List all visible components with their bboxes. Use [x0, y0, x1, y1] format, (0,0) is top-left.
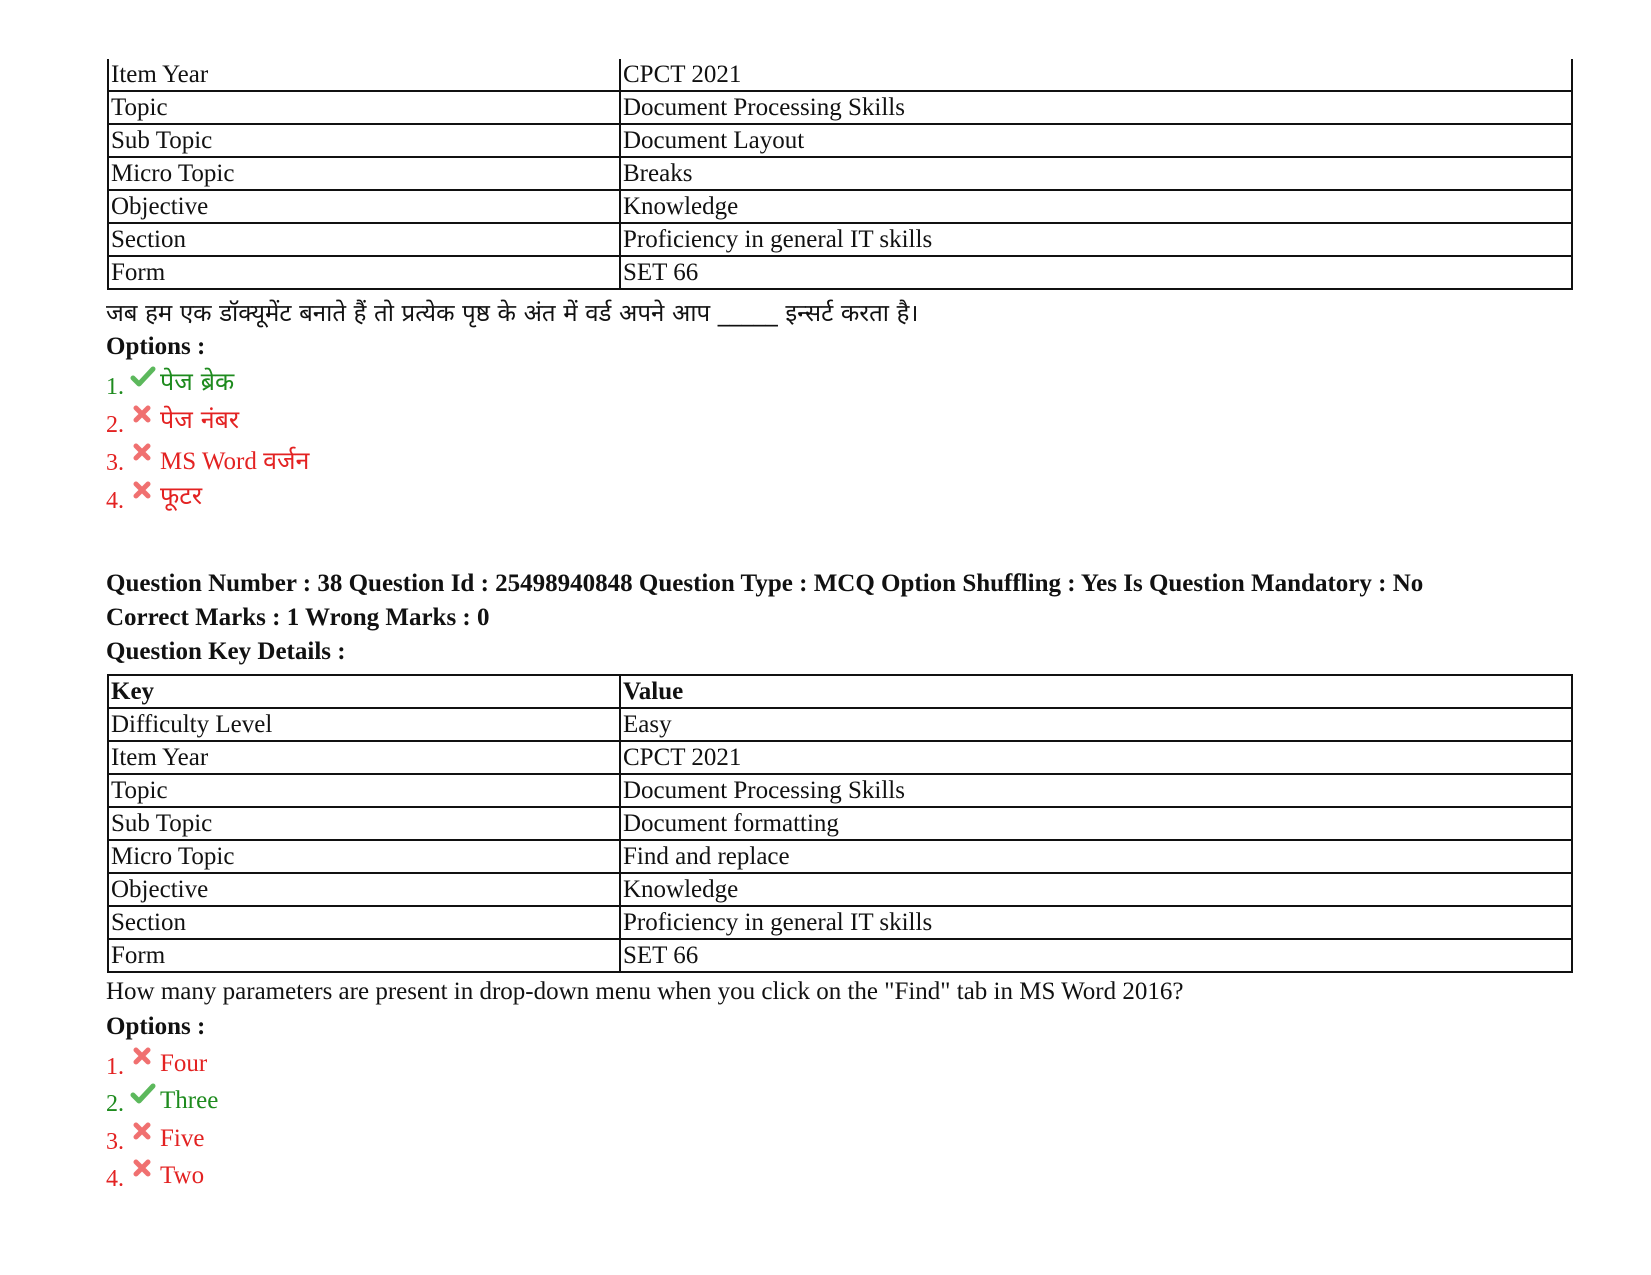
option-item	[106, 442, 309, 476]
key-cell: Objective	[108, 873, 620, 906]
key-cell: Item Year	[108, 59, 620, 91]
key-cell: Form	[108, 939, 620, 972]
value-cell: Document formatting	[620, 807, 1572, 840]
table-row	[108, 223, 1572, 256]
table-row	[108, 741, 1572, 774]
value-cell: Breaks	[620, 157, 1572, 190]
option-number: 1.	[106, 373, 124, 400]
table-header-row	[108, 675, 1572, 708]
value-cell: SET 66	[620, 256, 1572, 289]
option-item	[106, 1046, 207, 1080]
option-item	[106, 366, 234, 400]
value-cell: Document Processing Skills	[620, 91, 1572, 124]
question-key-table-2	[107, 674, 1573, 973]
table-row	[108, 939, 1572, 972]
option-number: 4.	[106, 487, 124, 514]
value-cell: Easy	[620, 708, 1572, 741]
cross-icon	[130, 402, 156, 428]
cross-icon	[130, 440, 156, 466]
value-cell: CPCT 2021	[620, 59, 1572, 91]
options-heading: Options :	[106, 1013, 206, 1040]
option-label: फूटर	[160, 481, 203, 510]
option-label: Three	[160, 1087, 219, 1114]
key-cell: Section	[108, 906, 620, 939]
table-row	[108, 708, 1572, 741]
table-row	[108, 59, 1572, 91]
table-row	[108, 774, 1572, 807]
options-heading: Options :	[106, 333, 206, 360]
check-icon	[130, 364, 156, 390]
cross-icon	[130, 1156, 156, 1182]
key-cell: Sub Topic	[108, 124, 620, 157]
cross-icon	[130, 1044, 156, 1070]
table-row	[108, 873, 1572, 906]
key-cell: Micro Topic	[108, 157, 620, 190]
key-cell: Form	[108, 256, 620, 289]
header-cell-value: Value	[620, 675, 1572, 708]
table-row	[108, 190, 1572, 223]
option-number: 1.	[106, 1053, 124, 1080]
question-key-table-1	[107, 59, 1573, 290]
question-header: Question Number : 38 Question Id : 25498940848 Question Type : MCQ Option Shuffling : Yes Is Question Mandatory : No	[106, 570, 1424, 597]
key-details-heading: Question Key Details :	[106, 638, 346, 665]
value-cell: Proficiency in general IT skills	[620, 906, 1572, 939]
value-cell: Document Layout	[620, 124, 1572, 157]
cross-icon	[130, 478, 156, 504]
key-cell: Difficulty Level	[108, 708, 620, 741]
option-number: 3.	[106, 449, 124, 476]
header-cell-key: Key	[108, 675, 620, 708]
key-cell: Topic	[108, 774, 620, 807]
option-item	[106, 1121, 204, 1155]
question-text: How many parameters are present in drop-down menu when you click on the "Find" tab in MS Word 2016?	[106, 978, 1184, 1005]
value-cell: Proficiency in general IT skills	[620, 223, 1572, 256]
option-number: 2.	[106, 1090, 124, 1117]
key-cell: Sub Topic	[108, 807, 620, 840]
table-row	[108, 840, 1572, 873]
option-number: 4.	[106, 1165, 124, 1192]
option-number: 2.	[106, 411, 124, 438]
table-row	[108, 124, 1572, 157]
value-cell: SET 66	[620, 939, 1572, 972]
value-cell: CPCT 2021	[620, 741, 1572, 774]
option-label: Five	[160, 1125, 205, 1152]
key-cell: Topic	[108, 91, 620, 124]
table-row	[108, 807, 1572, 840]
option-label: Four	[160, 1050, 208, 1077]
option-item	[106, 404, 239, 438]
option-item	[106, 1158, 204, 1192]
value-cell: Find and replace	[620, 840, 1572, 873]
cross-icon	[130, 1119, 156, 1145]
table-row	[108, 906, 1572, 939]
option-number: 3.	[106, 1128, 124, 1155]
value-cell: Knowledge	[620, 190, 1572, 223]
question-text: जब हम एक डॉक्यूमेंट बनाते हैं तो प्रत्येक पृष्ठ के अंत में वर्ड अपने आप _____ इन्सर्ट करता है।	[106, 299, 919, 327]
value-cell: Document Processing Skills	[620, 774, 1572, 807]
key-cell: Item Year	[108, 741, 620, 774]
key-cell: Objective	[108, 190, 620, 223]
option-label: MS Word वर्जन	[160, 448, 310, 475]
key-cell: Micro Topic	[108, 840, 620, 873]
option-item	[106, 480, 202, 514]
table-row	[108, 157, 1572, 190]
value-cell: Knowledge	[620, 873, 1572, 906]
option-label: पेज ब्रेक	[160, 367, 235, 396]
option-label: Two	[160, 1162, 205, 1189]
option-item	[106, 1083, 218, 1117]
table-row	[108, 91, 1572, 124]
key-cell: Section	[108, 223, 620, 256]
option-label: पेज नंबर	[160, 405, 240, 434]
table-row	[108, 256, 1572, 289]
marks-line: Correct Marks : 1 Wrong Marks : 0	[106, 604, 490, 631]
check-icon	[130, 1081, 156, 1107]
